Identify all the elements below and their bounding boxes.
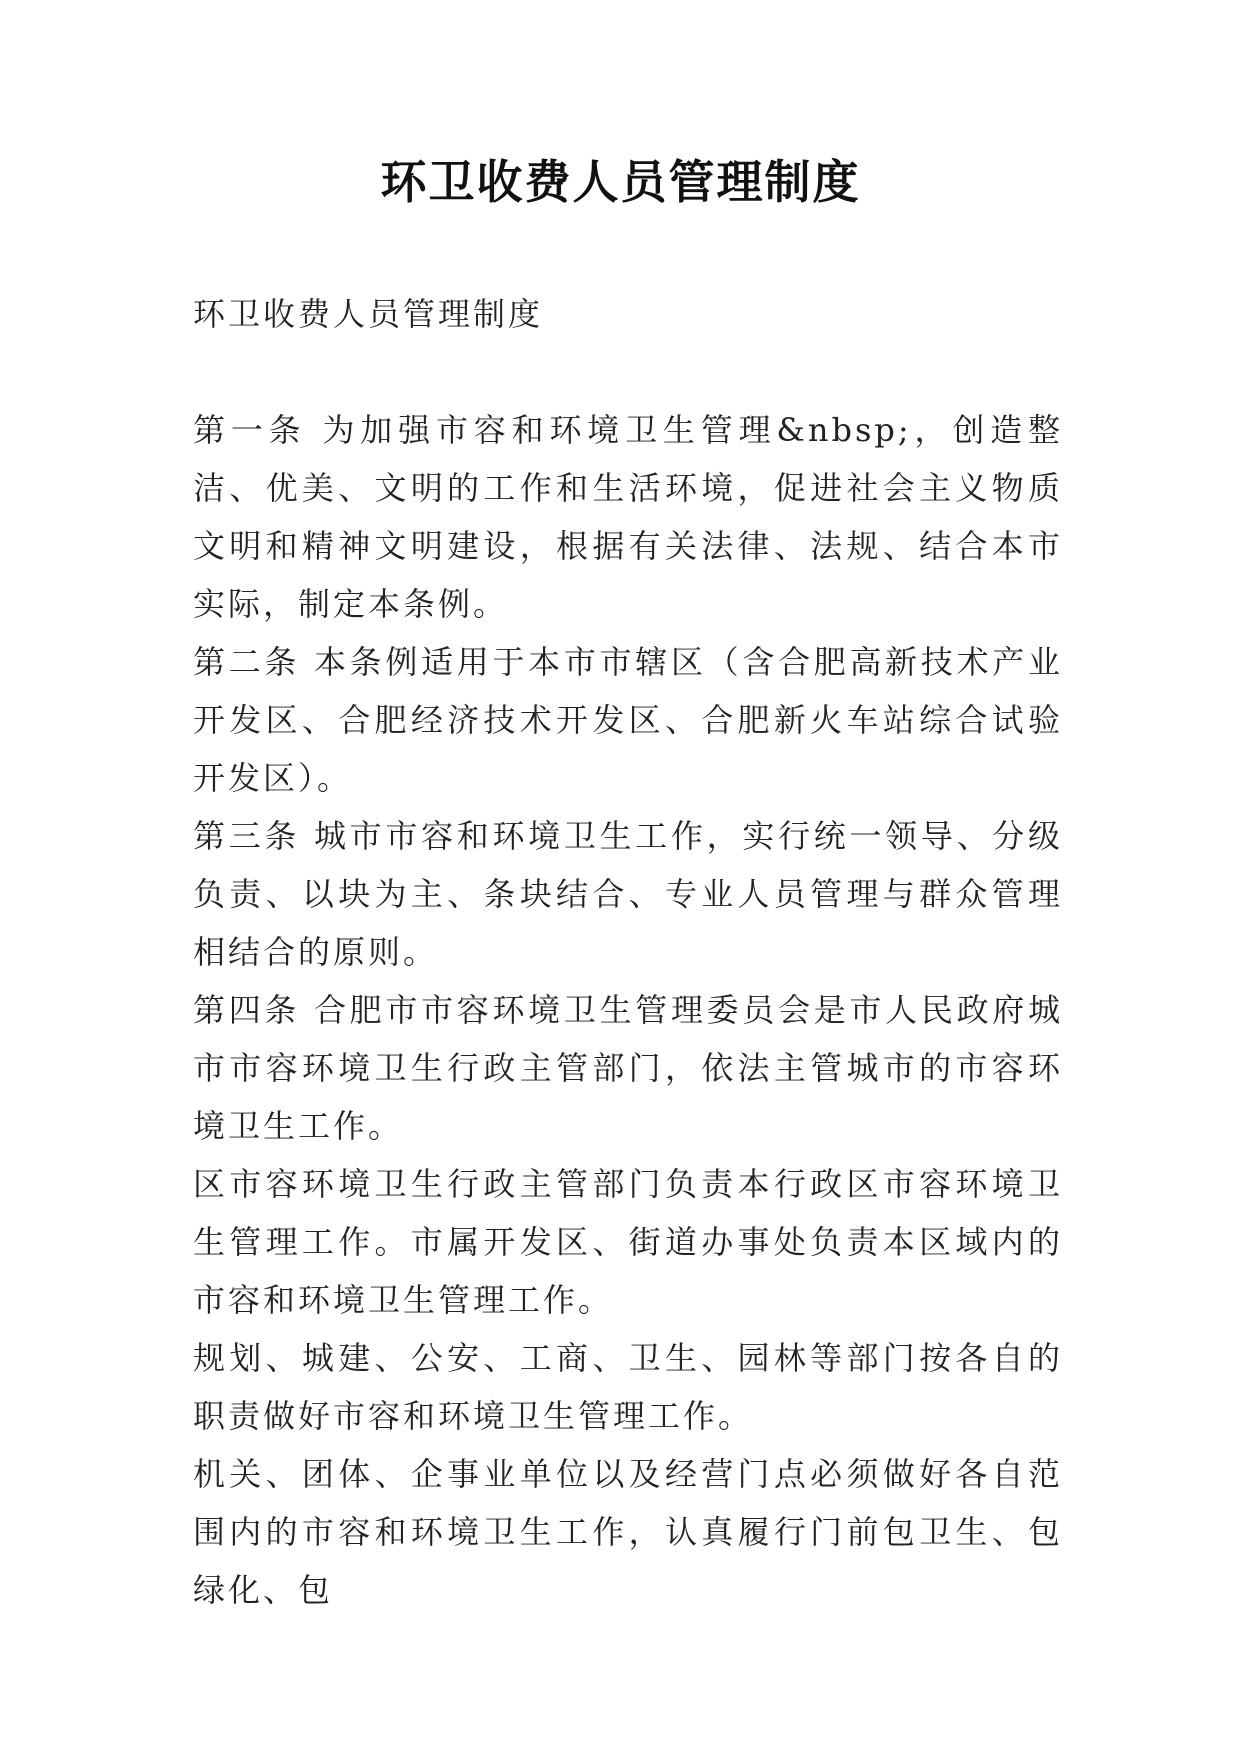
paragraph-article-3: 第三条 城市市容和环境卫生工作，实行统一领导、分级负责、以块为主、条块结合、专业人员管理与群众管理相结合的原则。 — [193, 817, 1063, 971]
paragraph-unit-duty: 机关、团体、企事业单位以及经营门点必须做好各自范围内的市容和环境卫生工作，认真履行门前包卫生、包绿化、包 — [193, 1455, 1063, 1609]
paragraph-department-duty: 规划、城建、公安、工商、卫生、园林等部门按各自的职责做好市容和环境卫生管理工作。 — [193, 1339, 1063, 1435]
paragraph-district-duty: 区市容环境卫生行政主管部门负责本行政区市容环境卫生管理工作。市属开发区、街道办事处负责本区域内的市容和环境卫生管理工作。 — [193, 1165, 1063, 1319]
paragraph-article-1: 第一条 为加强市容和环境卫生管理&nbsp;，创造整洁、优美、文明的工作和生活环境，促进社会主义物质文明和精神文明建设，根据有关法律、法规、结合本市实际，制定本条例。 — [193, 411, 1063, 623]
document-title: 环卫收费人员管理制度 — [380, 155, 861, 209]
document-body — [193, 285, 1063, 1619]
document-subtitle: 环卫收费人员管理制度 — [193, 295, 544, 333]
paragraph-article-4: 第四条 合肥市市容环境卫生管理委员会是市人民政府城市市容环境卫生行政主管部门，依法主管城市的市容环境卫生工作。 — [193, 991, 1063, 1145]
paragraph-article-2: 第二条 本条例适用于本市市辖区（含合肥高新技术产业开发区、合肥经济技术开发区、合肥新火车站综合试验开发区）。 — [193, 643, 1063, 797]
